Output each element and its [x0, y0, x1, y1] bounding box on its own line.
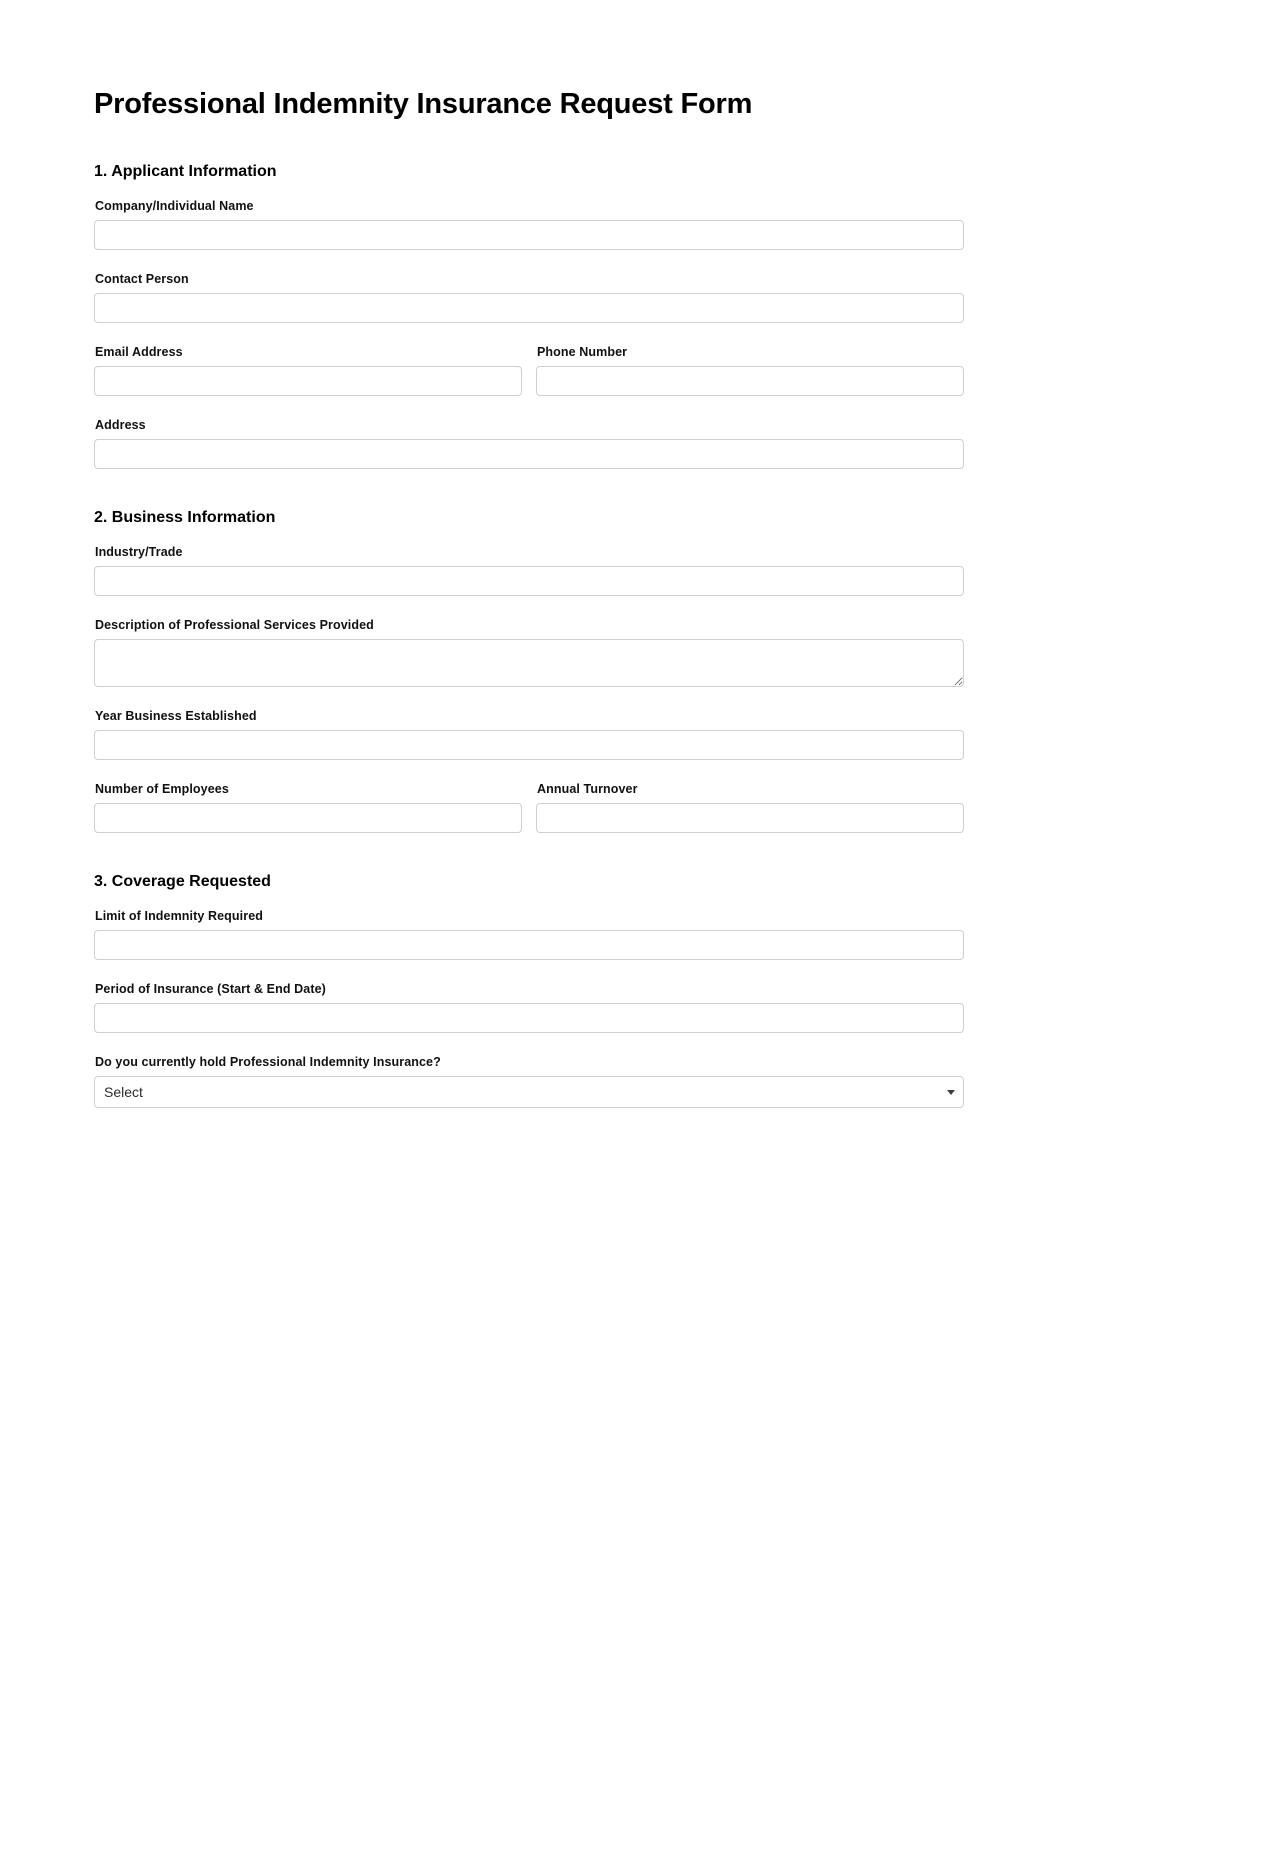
insurance-request-form [94, 88, 964, 1108]
input-contact-person[interactable] [94, 293, 964, 323]
field-number-of-employees [94, 782, 522, 833]
field-contact-person [94, 272, 964, 323]
label-currently-hold-insurance: Do you currently hold Professional Indemnity Insurance? [95, 1055, 441, 1070]
input-phone-number[interactable] [536, 366, 964, 396]
field-email-address [94, 345, 522, 396]
field-description-of-services [94, 618, 964, 687]
select-currently-hold-insurance[interactable] [94, 1076, 964, 1108]
label-description-of-services: Description of Professional Services Provided [95, 618, 374, 633]
label-company-individual-name: Company/Individual Name [95, 199, 254, 214]
label-limit-of-indemnity: Limit of Indemnity Required [95, 909, 263, 924]
label-annual-turnover: Annual Turnover [537, 782, 638, 797]
section-applicant-information [94, 163, 964, 469]
field-annual-turnover [536, 782, 964, 833]
section-business-information [94, 509, 964, 833]
input-year-business-established[interactable] [94, 730, 964, 760]
row-email-phone [94, 345, 964, 396]
field-industry-trade [94, 545, 964, 596]
input-description-of-services[interactable] [94, 639, 964, 687]
page-title: Professional Indemnity Insurance Request Form [94, 88, 753, 120]
input-limit-of-indemnity[interactable] [94, 930, 964, 960]
label-contact-person: Contact Person [95, 272, 189, 287]
input-email-address[interactable] [94, 366, 522, 396]
section-coverage-requested [94, 873, 964, 1108]
section-heading-applicant-information: 1. Applicant Information [94, 163, 277, 181]
input-industry-trade[interactable] [94, 566, 964, 596]
field-year-business-established [94, 709, 964, 760]
input-company-individual-name[interactable] [94, 220, 964, 250]
field-currently-hold-insurance [94, 1055, 964, 1108]
label-address: Address [95, 418, 146, 433]
label-year-business-established: Year Business Established [95, 709, 257, 724]
input-number-of-employees[interactable] [94, 803, 522, 833]
field-limit-of-indemnity [94, 909, 964, 960]
input-address[interactable] [94, 439, 964, 469]
row-employees-turnover [94, 782, 964, 833]
label-email-address: Email Address [95, 345, 183, 360]
field-company-individual-name [94, 199, 964, 250]
input-period-of-insurance[interactable] [94, 1003, 964, 1033]
field-period-of-insurance [94, 982, 964, 1033]
label-period-of-insurance: Period of Insurance (Start & End Date) [95, 982, 326, 997]
section-heading-coverage-requested: 3. Coverage Requested [94, 873, 271, 891]
label-phone-number: Phone Number [537, 345, 628, 360]
field-address [94, 418, 964, 469]
section-heading-business-information: 2. Business Information [94, 509, 276, 527]
select-wrapper-currently-hold-insurance [94, 1076, 964, 1108]
input-annual-turnover[interactable] [536, 803, 964, 833]
label-industry-trade: Industry/Trade [95, 545, 183, 560]
label-number-of-employees: Number of Employees [95, 782, 229, 797]
field-phone-number [536, 345, 964, 396]
